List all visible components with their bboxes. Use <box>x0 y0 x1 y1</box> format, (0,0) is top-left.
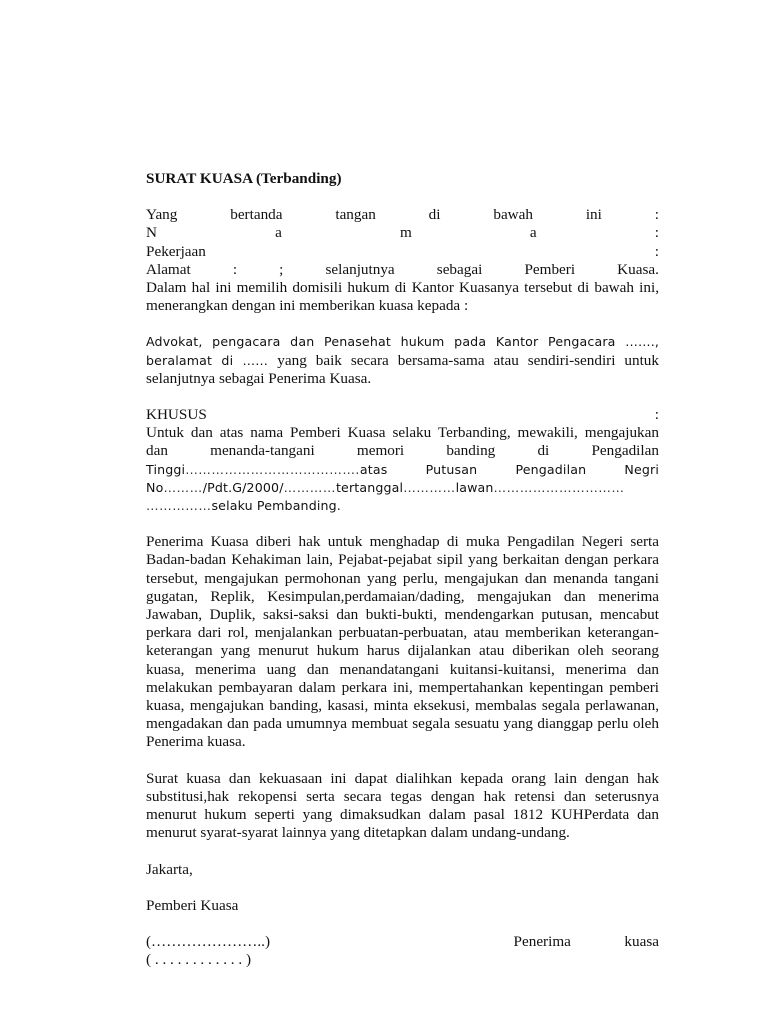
text-word: a <box>529 224 537 242</box>
text-word: tertanggal <box>335 479 404 495</box>
text-word: bertanda <box>230 206 283 224</box>
alamat-line <box>146 261 659 279</box>
text-word: selanjutnya <box>325 260 395 278</box>
text-word: a <box>275 224 282 242</box>
text-word: ini <box>585 206 602 224</box>
fill-dots: …………… <box>146 498 212 514</box>
text-word: Kuasa. <box>617 260 659 278</box>
text-word: menanda-tangani <box>210 442 315 460</box>
khusus-line <box>146 406 659 424</box>
pekerjaan-line <box>146 243 659 261</box>
khusus-line-3 <box>146 461 659 479</box>
khusus-line-1: Untuk dan atas nama Pemberi Kuasa selaku Terbanding, mewakili, mengajukan <box>146 424 659 442</box>
place-date: Jakarta, <box>146 860 193 878</box>
text-word: N <box>146 224 157 242</box>
text-word: bawah <box>493 206 533 224</box>
letter-page <box>146 170 659 969</box>
text-word: Pengadilan <box>515 461 587 477</box>
penerima-paragraph: Penerima Kuasa diberi hak untuk menghadap di muka Pengadilan Negeri serta Badan-badan Kehakiman lain, Pejabat-pejabat sipil yang berkaitan dengan perkara tersebut, mengajukan permohonan yang perlu, mengajukan dan menanda tangani gugatan, Replik, Kesimpulan,perdamaian/dading, mengajukan dan menerima Jawaban, Duplik, saksi-saksi dan bukti-bukti, mendengarkan putusan, mencabut perkara dari rol, menjalankan perbuatan-perbuatan, atau memberikan keterangan-keterangan yang menurut hukum harus dijalankan atau diberikan oleh seorang kuasa, menerima uang dan menandatangani kuitansi-kuitansi, menerima dan melakukan pembayaran dalam perkara ini, mempertahankan kepentingan pemberi kuasa, mengajukan banding, kasasi, minta eksekusi, membalas segala perlawanan, mengadakan dan pada umumnya membuat segala sesuatu yang dianggap perlu oleh Penerima kuasa. <box>146 533 659 751</box>
signature-blank-pemberi: (…………………..) <box>146 932 271 950</box>
advokat-yang: yang baik secara bersama-sama atau sendiri-sendiri untuk <box>277 351 659 369</box>
text-word: ; <box>279 260 284 278</box>
text-word: memori <box>356 442 405 460</box>
khusus-line-4 <box>146 479 659 497</box>
kuasa-word: kuasa <box>624 932 659 950</box>
khusus-colon: : <box>654 406 659 424</box>
khusus-label: KHUSUS <box>146 406 207 424</box>
domisili-paragraph: Dalam hal ini memilih domisili hukum di Kantor Kuasanya tersebut di bawah ini, menerangkan dengan ini memberikan kuasa kepada : <box>146 279 659 315</box>
text-word: di <box>428 206 441 224</box>
signature-row <box>146 933 659 951</box>
pekerjaan-label: Pekerjaan <box>146 242 206 260</box>
signature-blank-penerima: ( . . . . . . . . . . . . ) <box>146 951 252 969</box>
text-word: di <box>537 442 550 460</box>
pekerjaan-colon: : <box>654 242 659 260</box>
text-word: Alamat <box>146 260 191 278</box>
text-word: Yang <box>146 206 178 224</box>
advokat-beralamat: beralamat di …… <box>146 352 278 368</box>
advokat-line-1: Advokat, pengacara dan Penasehat hukum pada Kantor Pengacara ……., <box>146 334 659 350</box>
fill-dots: ………… <box>283 479 336 495</box>
text-word: selaku Pembanding. <box>211 498 341 514</box>
document-title: SURAT KUASA (Terbanding) <box>146 170 342 187</box>
khusus-line-5 <box>146 497 659 515</box>
text-word: Pengadilan <box>591 442 659 460</box>
khusus-line-2 <box>146 442 659 460</box>
text-word: Negri <box>624 461 659 477</box>
text-word: tangan <box>335 206 376 224</box>
case-number: /Pdt.G/2000/ <box>202 479 284 495</box>
text-word: banding <box>446 442 496 460</box>
advokat-line-2 <box>146 352 659 370</box>
text-word: : <box>654 206 659 224</box>
fill-dots: …………………………………. <box>185 461 360 477</box>
tinggi-segment <box>146 461 387 479</box>
advokat-line-3: selanjutnya sebagai Penerima Kuasa. <box>146 369 372 387</box>
text-word: atas <box>359 461 388 477</box>
pemberi-kuasa-label: Pemberi Kuasa <box>146 896 239 914</box>
text-word: Putusan <box>425 461 478 477</box>
text-word: m <box>399 224 412 242</box>
text-word: : <box>654 224 659 242</box>
text-word: lawan <box>455 479 494 495</box>
text-word: dan <box>146 442 168 460</box>
fill-dots: ……… <box>163 479 203 495</box>
fill-dots: ………… <box>403 479 456 495</box>
text-word: Pemberi <box>524 260 576 278</box>
penerima-word: Penerima <box>513 932 571 950</box>
text-word: sebagai <box>436 260 483 278</box>
text-word: : <box>232 260 238 278</box>
text-word: No <box>146 479 164 495</box>
substitusi-paragraph: Surat kuasa dan kekuasaan ini dapat dialihkan kepada orang lain dengan hak substitusi,hak rekopensi serta secara tegas dengan hak retensi dan seterusnya menurut hukum seperti yang dimaksudkan dalam pasal 1812 KUHPerdata dan menurut syarat-syarat lainnya yang ditetapkan dalam undang-undang. <box>146 769 659 842</box>
nama-line <box>146 224 659 242</box>
yang-bertanda-line <box>146 206 659 224</box>
fill-dots: ………………………… <box>493 479 625 495</box>
text-word: Tinggi <box>146 461 186 477</box>
